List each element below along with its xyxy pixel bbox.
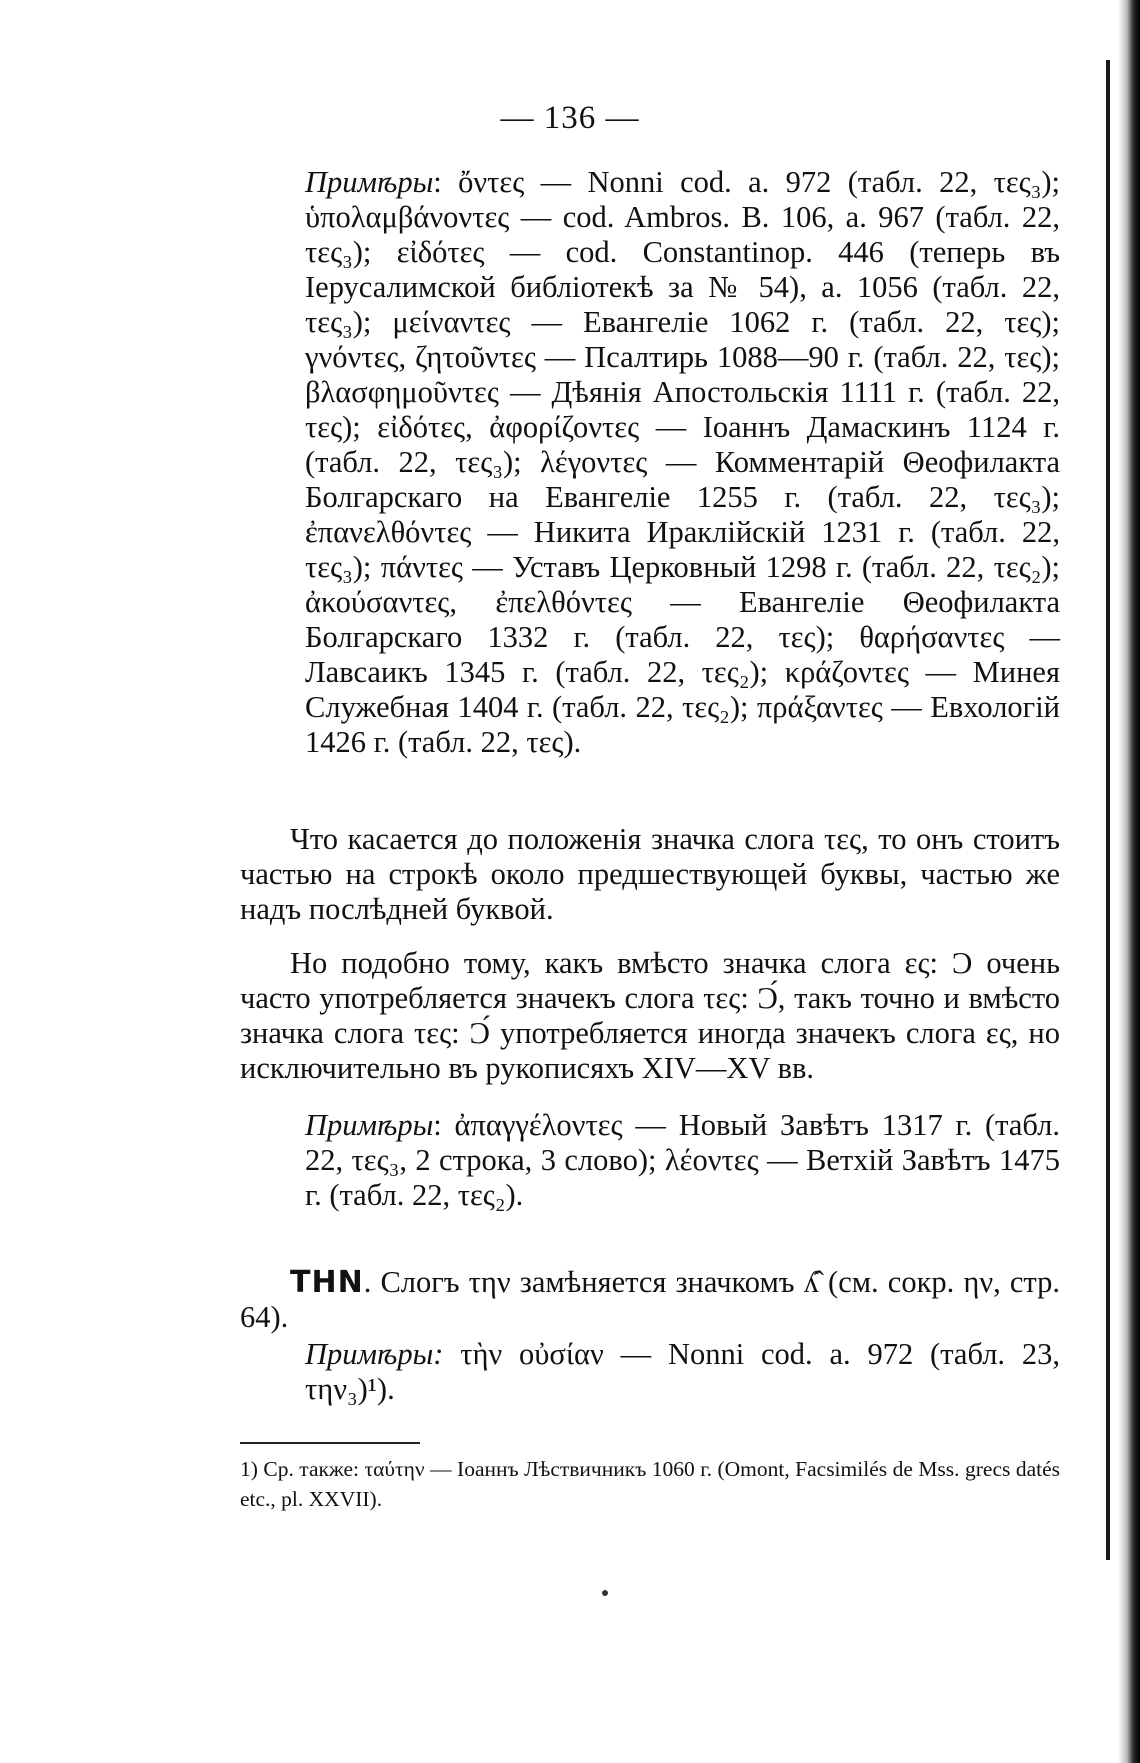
examples-paragraph xyxy=(305,165,1060,760)
paragraph-thn xyxy=(240,1265,1060,1335)
footnote: 1) Ср. также: ταύτην — Іоаннъ Лѣствичникъ 1060 г. (Omont, Facsimilés de Mss. grecs datés etc., pl. XXVII). xyxy=(240,1457,1060,1511)
ink-dot xyxy=(602,1590,608,1596)
examples-label: Примѣры xyxy=(305,165,434,199)
examples-text-3: τὴν οὐσίαν — Nonni cod. a. 972 (табл. 23, την₃)¹). xyxy=(305,1337,1060,1406)
examples-paragraph-3 xyxy=(305,1337,1060,1407)
examples-label-2: Примѣры xyxy=(305,1108,434,1142)
page-edge-shadow xyxy=(1118,0,1140,1763)
paragraph-thn-text: . Слогъ την замѣняется значкомъ ʎ̂ (см. сокр. ην, стр. 64). xyxy=(240,1265,1060,1334)
paragraph-substitution: Но подобно тому, какъ вмѣсто значка слога ες: Ͻ очень часто употребляется значекъ слога τες: Ͻ́, такъ точно и вмѣсто значка слога τες: Ͻ́ употребляется иногда значекъ слога ες, но исключительно въ рукописяхъ XIV—XV вв. xyxy=(240,946,1060,1085)
examples-text: : ὄντες — Nonni cod. a. 972 (табл. 22, τες₃); ὑπολαμβάνοντες — cod. Ambros. B. 106, a. 967 (табл. 22, τες₃); εἰδότες — cod. Constantinop. 446 (теперь въ Іерусалимской библіотекѣ за № 54), a. 1056 (табл. 22, τες₃); μείναντες — Евангеліе 1062 г. (табл. 22, τες); γνόντες, ζητοῦντες — Псалтирь 1088—90 г. (табл. 22, τες); βλασφημοῦντες — Дѣянія Апостольскія 1111 г. (табл. 22, τες); εἰδότες, ἀφορίζοντες — Іоаннъ Дамаскинъ 1124 г. (табл. 22, τες₃); λέγοντες — Комментарій Θеофилакта Болгарскаго на Евангеліе 1255 г. (табл. 22, τες₃); ἐπανελθόντες — Никита Ираклійскій 1231 г. (табл. 22, τες₃); πάντες — Уставъ Церковный 1298 г. (табл. 22, τες₂); ἀκούσαντες, ἐπελθόντες — Евангеліе Θеофилакта Болгарскаго 1332 г. (табл. 22, τες); θαρήσαντες — Лавсаикъ 1345 г. (табл. 22, τες₂); κράζοντες — Минея Служебная 1404 г. (табл. 22, τες₂); πράξαντες — Евхологій 1426 г. (табл. 22, τες). xyxy=(305,165,1060,759)
lemma-heading: ΤΗΝ xyxy=(290,1265,364,1300)
examples-label-3: Примѣры: xyxy=(305,1337,444,1371)
examples-paragraph-2 xyxy=(305,1108,1060,1213)
footnote-divider xyxy=(240,1442,420,1444)
page-number: — 136 — xyxy=(500,100,640,136)
paragraph-position: Что касается до положенія значка слога τες, то онъ стоитъ частью на строкѣ около предшествующей буквы, частью же надъ послѣдней буквой. xyxy=(240,822,1060,926)
examples-text-2: : ἀπαγγέλοντες — Новый Завѣтъ 1317 г. (табл. 22, τες₃, 2 строка, 3 слово); λέοντες — Ветхій Завѣтъ 1475 г. (табл. 22, τες₂). xyxy=(305,1108,1060,1212)
page-edge-line xyxy=(1106,60,1110,1560)
